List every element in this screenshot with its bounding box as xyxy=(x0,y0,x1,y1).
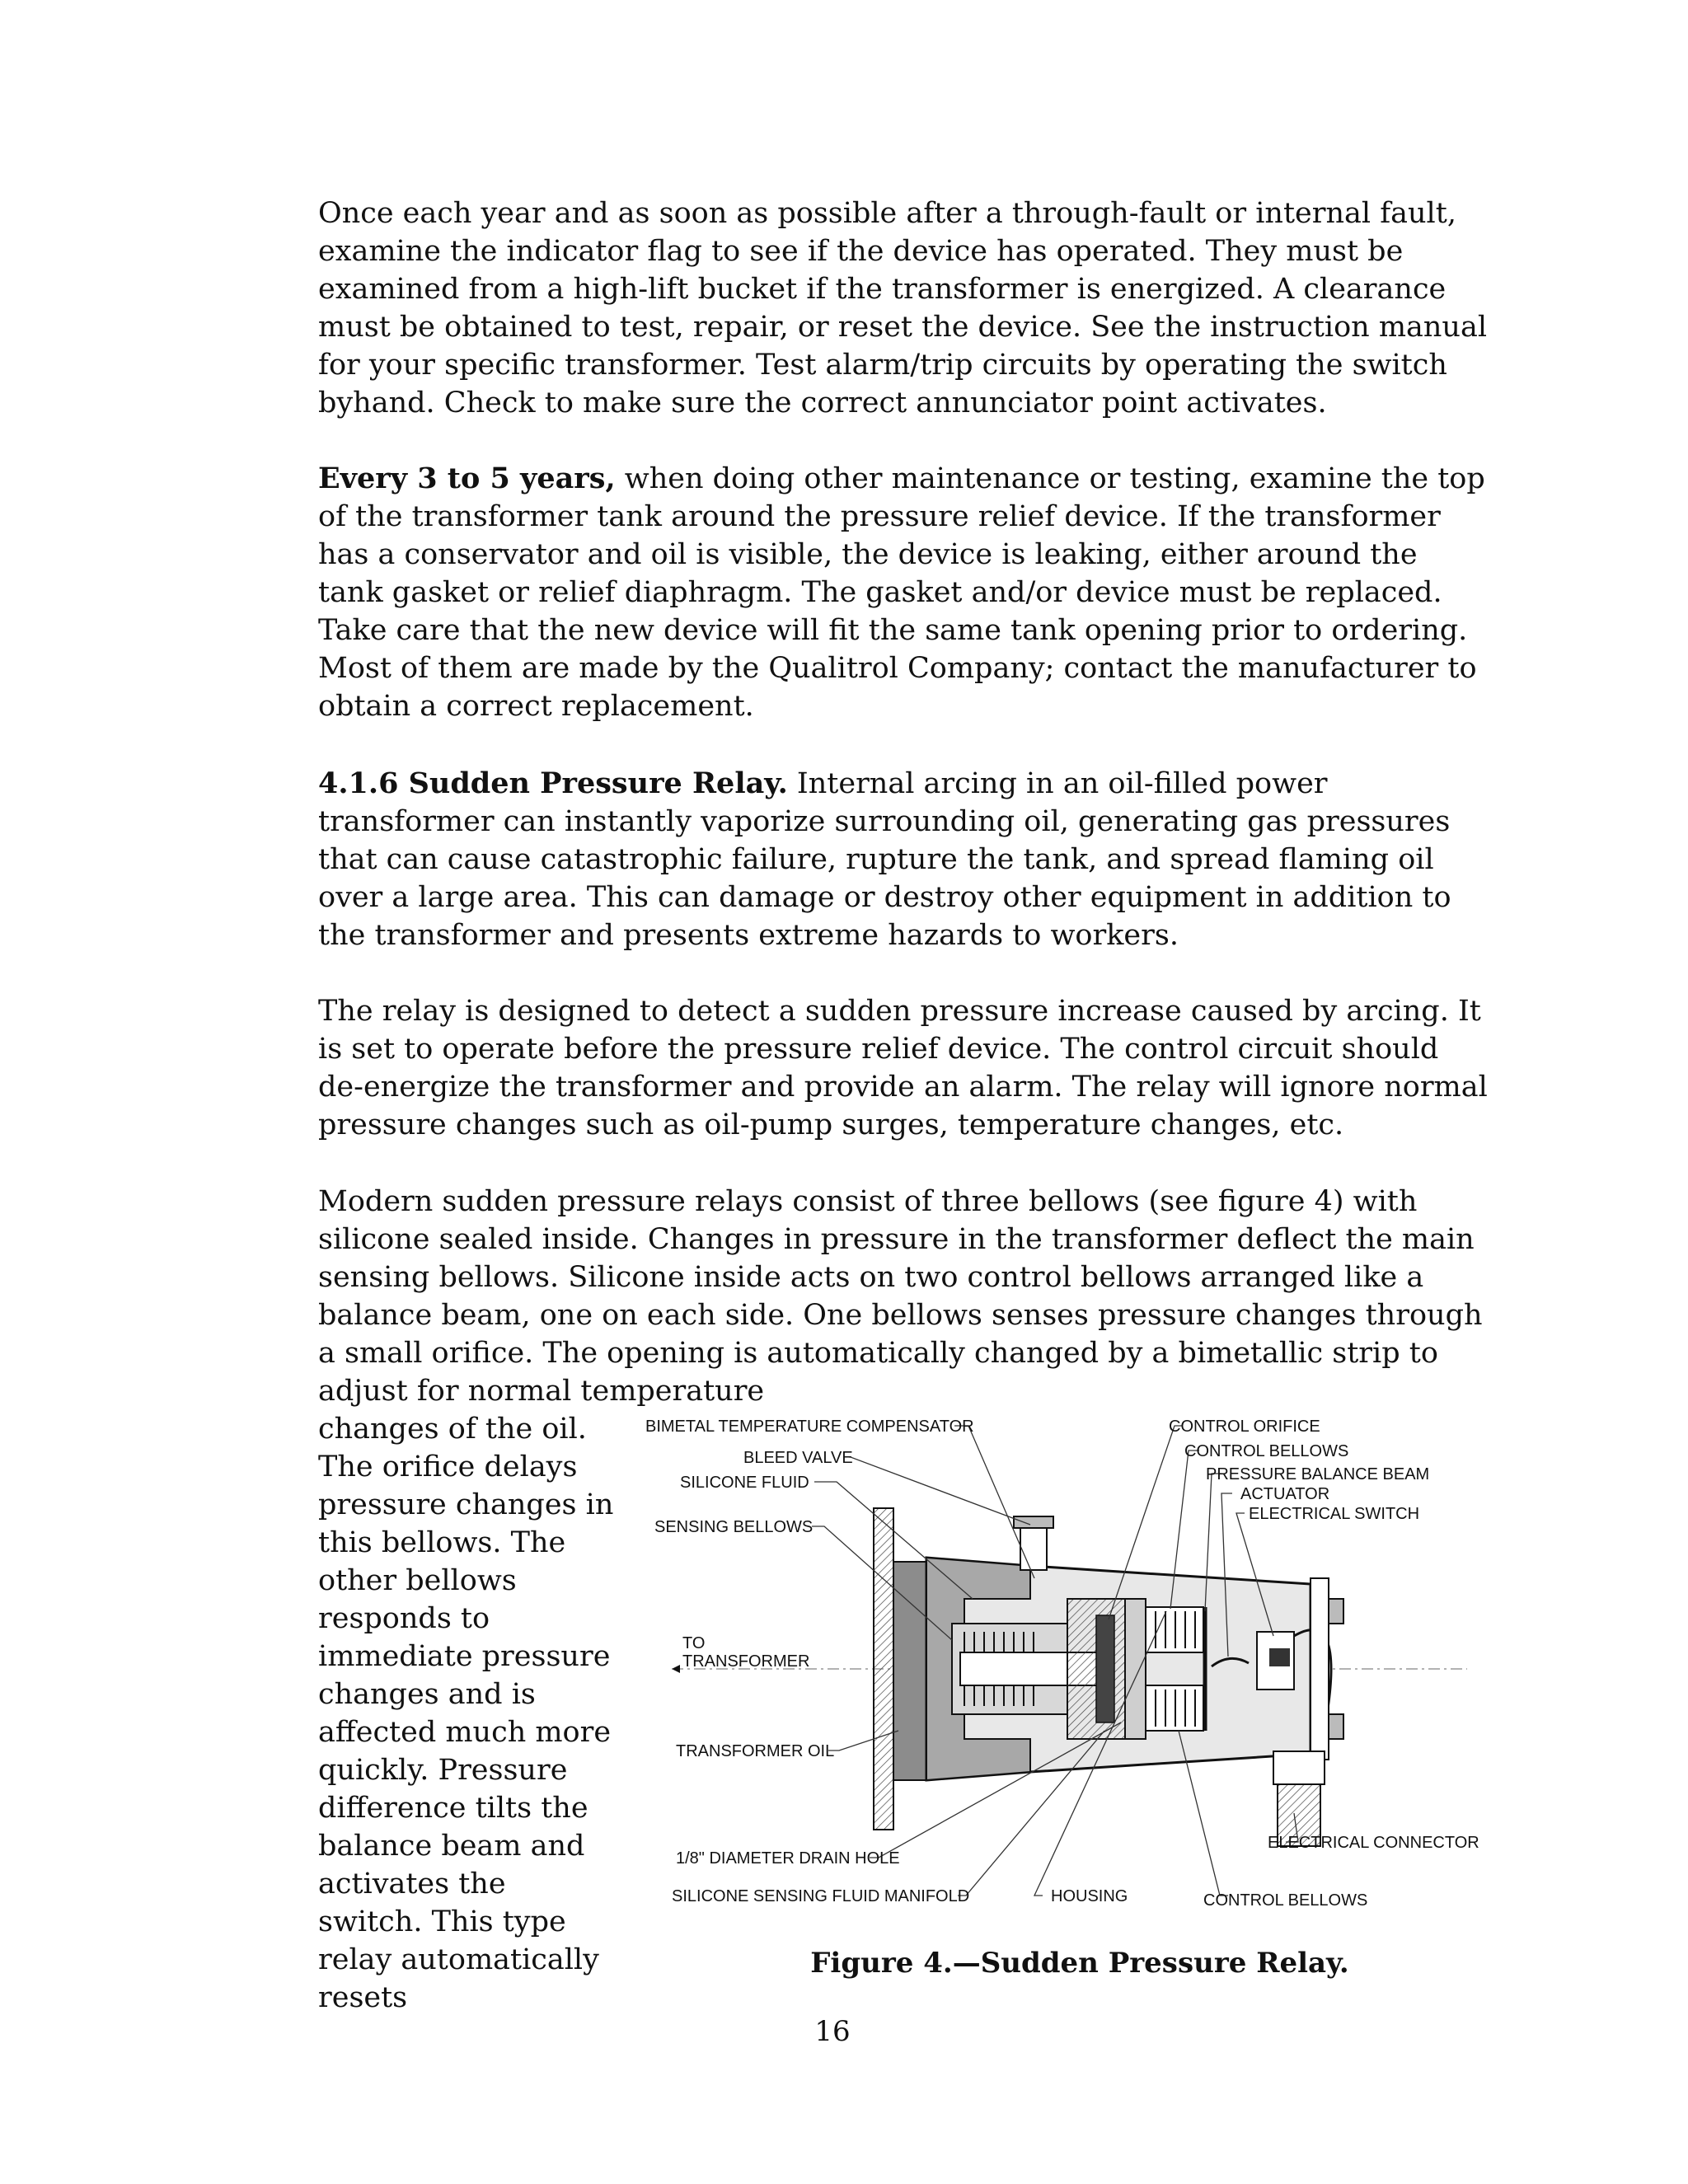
mounting-flange xyxy=(874,1508,893,1830)
label-to: TO xyxy=(682,1634,706,1652)
bleed-valve-cap xyxy=(1014,1516,1053,1528)
rear-cap xyxy=(1311,1578,1329,1760)
paragraph-text: Once each year and as soon as possible after a through-fault or internal fault, examine the indicator flag to see if the device has operated. They must be examined from a high-lift bucket if the transformer is energized. A clearance must be obtained to test, repair, or reset the device. See the instruction manual for your specific transformer. Test alarm/trip circuits by operating the switch byhand. Check to make sure the correct annunciator point activates. xyxy=(318,197,1488,419)
paragraph-text: The relay is designed to detect a sudden pressure increase caused by arcing. It is set to operate before the pressure relief device. The control circuit should de-energize the transformer and provide an alarm. The relay will ignore normal pressure changes such as oil-pump surges, temperature changes, etc. xyxy=(318,995,1488,1141)
label-transformer-oil: TRANSFORMER OIL xyxy=(676,1742,835,1760)
label-control-bellows-bottom: CONTROL BELLOWS xyxy=(1203,1891,1368,1910)
label-silicone-manifold: SILICONE SENSING FLUID MANIFOLD xyxy=(672,1887,970,1905)
sudden-pressure-relay-figure xyxy=(635,1401,1492,1961)
paragraph-modern-relays xyxy=(318,1183,1489,1410)
bellows-mount-plate xyxy=(1125,1599,1146,1739)
label-control-orifice: CONTROL ORIFICE xyxy=(1169,1418,1320,1436)
paragraph-3-to-5-years xyxy=(318,460,1489,725)
label-electrical-connector: ELECTRICAL CONNECTOR xyxy=(1268,1834,1479,1852)
section-heading: 4.1.6 Sudden Pressure Relay. xyxy=(318,766,788,800)
paragraph-annual-inspection xyxy=(318,194,1489,422)
bimetal-compensator xyxy=(1096,1615,1114,1722)
rear-bolt-upper xyxy=(1329,1599,1343,1624)
switch-contact xyxy=(1269,1648,1290,1666)
transformer-oil-chamber xyxy=(893,1562,926,1780)
label-transformer: TRANSFORMER xyxy=(682,1652,810,1671)
paragraph-text: changes of the oil. The orifice delays pressure changes in this bellows. The other bellows responds to immediate pressure changes and is affected much more quickly. Pressure difference tilts the balance beam and activates the switch. This type relay automatically resets xyxy=(318,1413,614,2014)
to-transformer-arrow xyxy=(672,1665,680,1673)
paragraph-lead-bold: Every 3 to 5 years, xyxy=(318,462,616,495)
rear-bolt-lower xyxy=(1329,1714,1343,1739)
label-actuator: ACTUATOR xyxy=(1240,1485,1330,1503)
bleed-valve xyxy=(1020,1525,1047,1570)
label-silicone-fluid: SILICONE FLUID xyxy=(680,1474,809,1492)
label-bimetal-compensator: BIMETAL TEMPERATURE COMPENSATOR xyxy=(645,1418,974,1436)
paragraph-text: when doing other maintenance or testing, examine the top of the transformer tank around the pressure relief device. If the transformer has a conservator and oil is visible, the device is leaking, either around the tank gasket or relief diaphragm. The gasket and/or device must be replaced. Take care that the new device will fit the same tank opening prior to ordering. Most of them are made by the Qualitrol Company; contact the manufacturer to obtain a correct replacement. xyxy=(318,462,1485,723)
label-pressure-balance-beam: PRESSURE BALANCE BEAM xyxy=(1206,1465,1430,1483)
paragraph-text: Internal arcing in an oil-filled power transformer can instantly vaporize surrounding oil, generating gas pressures that can cause catastrophic failure, rupture the tank, and spread flaming oil over a large area. This can damage or destroy other equipment in addition to the transformer and presents extreme hazards to workers. xyxy=(318,767,1451,952)
section-4-1-6 xyxy=(318,765,1489,954)
label-sensing-bellows: SENSING BELLOWS xyxy=(654,1518,814,1536)
label-control-bellows-top: CONTROL BELLOWS xyxy=(1184,1442,1349,1460)
electrical-connector-body xyxy=(1273,1751,1325,1784)
figure-caption: Figure 4.—Sudden Pressure Relay. xyxy=(810,1947,1349,1980)
label-drain-hole: 1/8" DIAMETER DRAIN HOLE xyxy=(676,1849,900,1868)
label-housing: HOUSING xyxy=(1051,1887,1128,1905)
paragraph-text: Modern sudden pressure relays consist of three bellows (see figure 4) with silicone sealed inside. Changes in pressure in the transformer deflect the main sensing bellows. Silicone inside acts on two control bellows arranged like a balance beam, one on each side. One bellows senses pressure changes through a small orifice. The opening is automatically changed by a bimetallic strip to adjust for normal temperature xyxy=(318,1185,1483,1408)
paragraph-side-column xyxy=(318,1410,615,2017)
label-electrical-switch: ELECTRICAL SWITCH xyxy=(1249,1505,1420,1523)
page-number: 16 xyxy=(814,2015,851,2048)
paragraph-relay-design xyxy=(318,992,1489,1144)
label-bleed-valve: BLEED VALVE xyxy=(743,1449,853,1467)
